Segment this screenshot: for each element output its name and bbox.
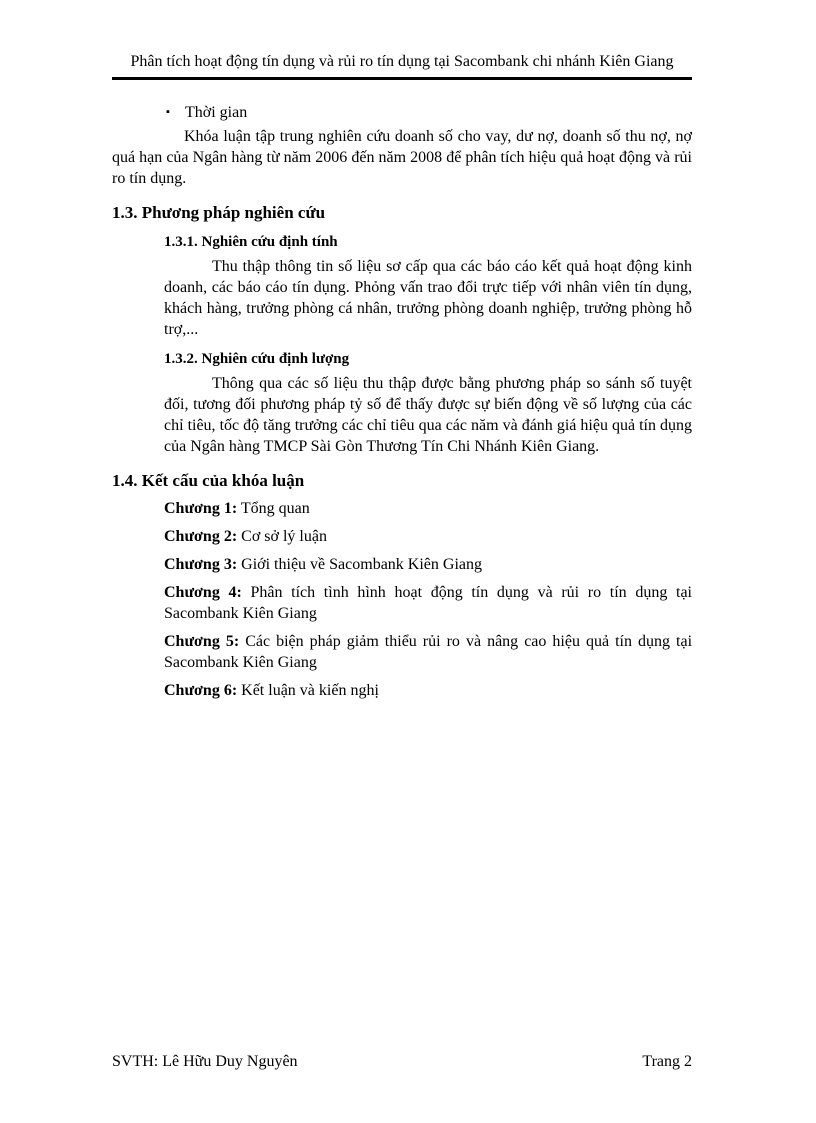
chapter-item [164,526,692,547]
chapter-label: Chương 1: [164,500,238,517]
chapter-item [164,631,692,673]
chapter-title: Giới thiệu về Sacombank Kiên Giang [241,556,482,573]
chapter-title: Phân tích tình hình hoạt động tín dụng và rủi ro tín dụng tại Sacombank Kiên Giang [164,584,693,622]
chapter-label: Chương 2: [164,528,238,545]
qualitative-research-paragraph: Thu thập thông tin số liệu sơ cấp qua các báo cáo kết quả hoạt động kinh doanh, các báo cáo tín dụng. Phỏng vấn trao đổi trực tiếp với nhân viên tín dụng, khách hàng, trưởng phòng cá nhân, trưởng phòng doanh nghiệp, trưởng phòng hỗ trợ,... [164,258,692,338]
page-header-title: Phân tích hoạt động tín dụng và rủi ro tín dụng tại Sacombank chi nhánh Kiên Giang [130,53,674,70]
header-rule [112,77,692,80]
chapter-title: Các biện pháp giảm thiểu rủi ro và nâng cao hiệu quả tín dụng tại Sacombank Kiên Giang [164,633,693,671]
chapter-label: Chương 6: [164,682,238,699]
chapter-label: Chương 4: [164,584,242,601]
footer-page-number: Trang 2 [642,1053,692,1070]
square-bullet-icon: ▪ [166,106,170,118]
footer-author: SVTH: Lê Hữu Duy Nguyên [112,1053,298,1070]
quantitative-research-paragraph: Thông qua các số liệu thu thập được bằng phương pháp so sánh số tuyệt đối, tương đối phương pháp tỷ số để thấy được sự biến động về số lượng của các chỉ tiêu, tốc độ tăng trưởng các chỉ tiêu qua các năm và đánh giá hiệu quả tín dụng của Ngân hàng TMCP Sài Gòn Thương Tín Chi Nhánh Kiên Giang. [164,375,692,455]
section-heading-1-3: 1.3. Phương pháp nghiên cứu [112,203,326,222]
chapter-label: Chương 5: [164,633,240,650]
chapter-item [164,498,692,519]
chapter-title: Tổng quan [240,500,310,517]
bullet-label: Thời gian [185,104,248,121]
chapter-item [164,554,692,575]
time-scope-paragraph: Khóa luận tập trung nghiên cứu doanh số cho vay, dư nợ, doanh số thu nợ, nợ quá hạn của Ngân hàng từ năm 2006 đến năm 2008 để phân tích hiệu quả hoạt động và rủi ro tín dụng. [112,128,692,187]
chapter-title: Kết luận và kiến nghị [241,682,379,699]
chapter-title: Cơ sở lý luận [241,528,327,545]
bullet-item-time [166,102,692,123]
subsection-heading-1-3-2: 1.3.2. Nghiên cứu định lượng [164,351,350,367]
page-content [112,102,692,701]
subsection-heading-1-3-1: 1.3.1. Nghiên cứu định tính [164,234,338,250]
chapter-item [164,680,692,701]
chapter-item [164,582,692,624]
chapter-label: Chương 3: [164,556,238,573]
section-heading-1-4: 1.4. Kết cấu của khóa luận [112,471,305,490]
